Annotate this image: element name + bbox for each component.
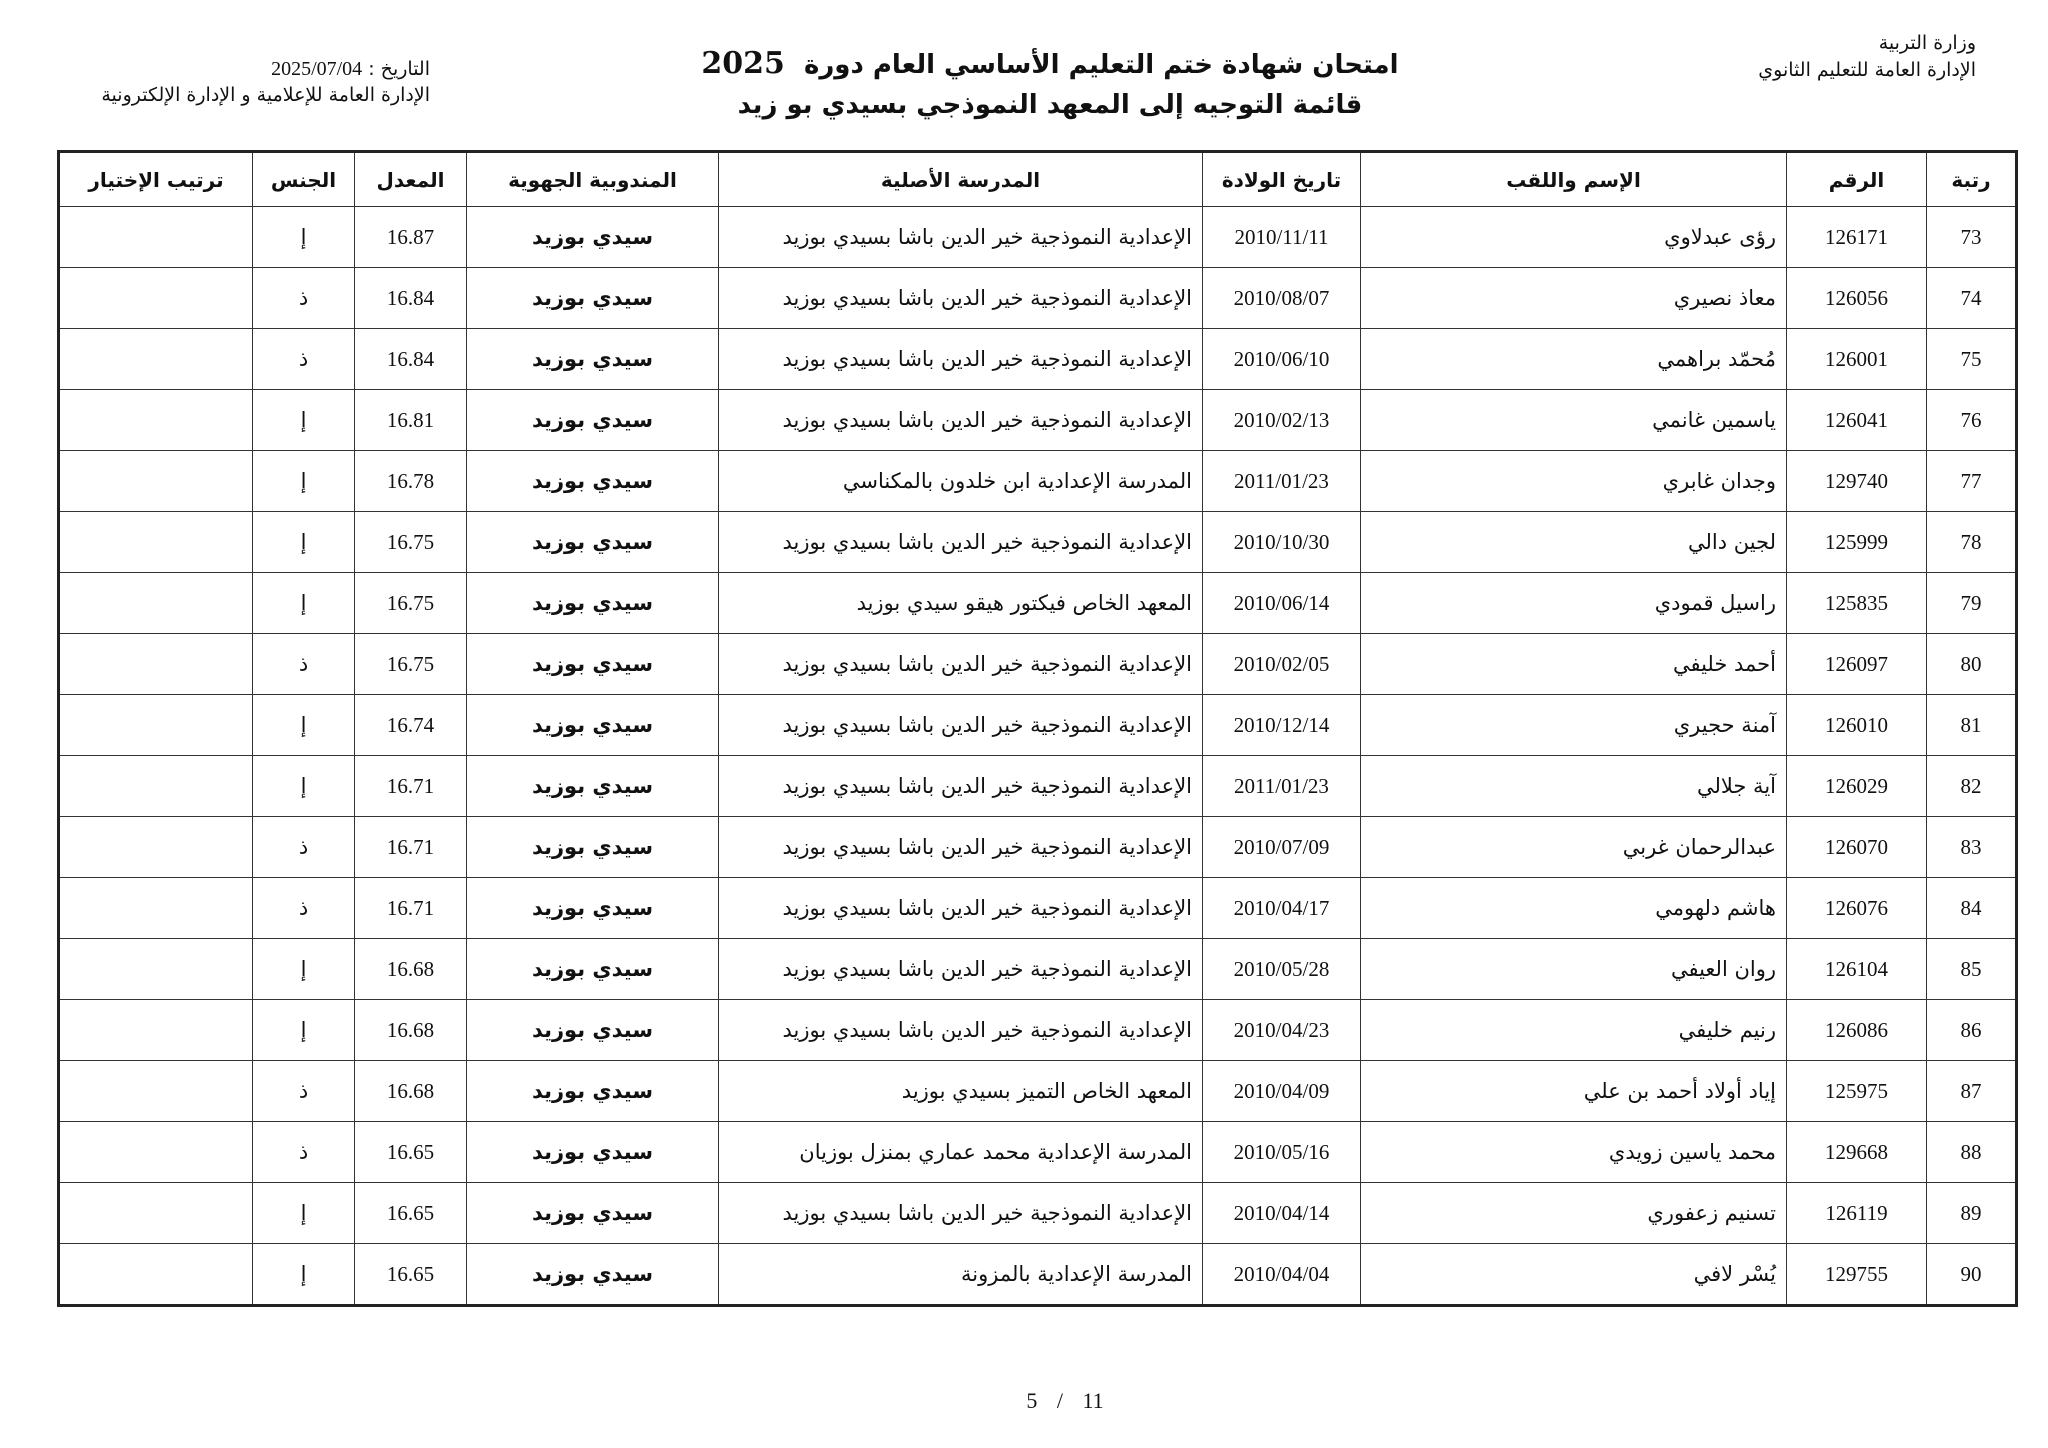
- row-number: 125975: [1787, 1061, 1927, 1122]
- ministry-header: [1758, 30, 1976, 84]
- row-name: آمنة حجيري: [1361, 695, 1787, 756]
- row-region: سيدي بوزيد: [467, 1000, 719, 1061]
- row-name: رؤى عبدلاوي: [1361, 207, 1787, 268]
- row-choice: [59, 1183, 253, 1244]
- row-average: 16.87: [355, 207, 467, 268]
- row-region: سيدي بوزيد: [467, 1122, 719, 1183]
- exam-year: 2025: [701, 46, 785, 81]
- col-header-name: الإسم واللقب: [1361, 152, 1787, 207]
- row-average: 16.71: [355, 817, 467, 878]
- row-region: سيدي بوزيد: [467, 939, 719, 1000]
- row-number: 125999: [1787, 512, 1927, 573]
- row-school: الإعدادية النموذجية خير الدين باشا بسيدي بوزيد: [719, 207, 1203, 268]
- table-row: [59, 878, 2017, 939]
- orientation-table: [57, 150, 2018, 1307]
- row-choice: [59, 1000, 253, 1061]
- row-rank: 82: [1927, 756, 2017, 817]
- row-choice: [59, 634, 253, 695]
- row-region: سيدي بوزيد: [467, 268, 719, 329]
- row-sex: ذ: [253, 634, 355, 695]
- row-school: الإعدادية النموذجية خير الدين باشا بسيدي بوزيد: [719, 329, 1203, 390]
- row-rank: 78: [1927, 512, 2017, 573]
- row-choice: [59, 207, 253, 268]
- table-row: [59, 695, 2017, 756]
- directorate-name: الإدارة العامة للتعليم الثانوي: [1758, 59, 1976, 81]
- table-row: [59, 817, 2017, 878]
- row-choice: [59, 390, 253, 451]
- table-row: [59, 329, 2017, 390]
- row-name: آية جلالي: [1361, 756, 1787, 817]
- row-name: عبدالرحمان غربي: [1361, 817, 1787, 878]
- row-sex: إ: [253, 573, 355, 634]
- table-row: [59, 207, 2017, 268]
- row-region: سيدي بوزيد: [467, 512, 719, 573]
- row-average: 16.75: [355, 573, 467, 634]
- row-average: 16.71: [355, 756, 467, 817]
- row-dob: 2010/08/07: [1203, 268, 1361, 329]
- table-row: [59, 756, 2017, 817]
- row-number: 126086: [1787, 1000, 1927, 1061]
- issuer-header: [70, 56, 430, 108]
- row-region: سيدي بوزيد: [467, 390, 719, 451]
- row-sex: ذ: [253, 1122, 355, 1183]
- row-dob: 2010/05/16: [1203, 1122, 1361, 1183]
- row-average: 16.75: [355, 512, 467, 573]
- row-average: 16.74: [355, 695, 467, 756]
- row-rank: 74: [1927, 268, 2017, 329]
- row-school: الإعدادية النموذجية خير الدين باشا بسيدي بوزيد: [719, 512, 1203, 573]
- table-row: [59, 634, 2017, 695]
- row-dob: 2010/04/17: [1203, 878, 1361, 939]
- page-current: 5: [1026, 1388, 1038, 1413]
- date-label: التاريخ :: [368, 58, 430, 80]
- row-name: أحمد خليفي: [1361, 634, 1787, 695]
- row-school: الإعدادية النموذجية خير الدين باشا بسيدي بوزيد: [719, 939, 1203, 1000]
- row-choice: [59, 878, 253, 939]
- table-row: [59, 1122, 2017, 1183]
- row-name: رنيم خليفي: [1361, 1000, 1787, 1061]
- date-value: 2025/07/04: [271, 58, 363, 80]
- row-choice: [59, 1061, 253, 1122]
- table-row: [59, 939, 2017, 1000]
- row-sex: إ: [253, 390, 355, 451]
- row-dob: 2010/04/14: [1203, 1183, 1361, 1244]
- row-rank: 85: [1927, 939, 2017, 1000]
- row-number: 126104: [1787, 939, 1927, 1000]
- row-school: الإعدادية النموذجية خير الدين باشا بسيدي بوزيد: [719, 1000, 1203, 1061]
- row-dob: 2010/11/11: [1203, 207, 1361, 268]
- row-rank: 81: [1927, 695, 2017, 756]
- row-rank: 75: [1927, 329, 2017, 390]
- row-number: 126097: [1787, 634, 1927, 695]
- row-region: سيدي بوزيد: [467, 817, 719, 878]
- row-dob: 2010/12/14: [1203, 695, 1361, 756]
- col-header-dob: تاريخ الولادة: [1203, 152, 1361, 207]
- row-region: سيدي بوزيد: [467, 1244, 719, 1306]
- row-number: 125835: [1787, 573, 1927, 634]
- row-choice: [59, 1122, 253, 1183]
- row-dob: 2011/01/23: [1203, 451, 1361, 512]
- row-dob: 2010/06/10: [1203, 329, 1361, 390]
- row-number: 126070: [1787, 817, 1927, 878]
- row-dob: 2010/05/28: [1203, 939, 1361, 1000]
- row-choice: [59, 451, 253, 512]
- row-name: مُحمّد براهمي: [1361, 329, 1787, 390]
- row-rank: 87: [1927, 1061, 2017, 1122]
- row-school: الإعدادية النموذجية خير الدين باشا بسيدي بوزيد: [719, 695, 1203, 756]
- row-dob: 2010/02/13: [1203, 390, 1361, 451]
- row-number: 129755: [1787, 1244, 1927, 1306]
- row-dob: 2010/10/30: [1203, 512, 1361, 573]
- row-school: الإعدادية النموذجية خير الدين باشا بسيدي بوزيد: [719, 1183, 1203, 1244]
- row-rank: 84: [1927, 878, 2017, 939]
- row-sex: إ: [253, 451, 355, 512]
- row-region: سيدي بوزيد: [467, 1183, 719, 1244]
- row-school: المدرسة الإعدادية ابن خلدون بالمكناسي: [719, 451, 1203, 512]
- row-name: محمد ياسين زويدي: [1361, 1122, 1787, 1183]
- ministry-name: وزارة التربية: [1878, 32, 1976, 54]
- table-row: [59, 1000, 2017, 1061]
- row-school: المدرسة الإعدادية بالمزونة: [719, 1244, 1203, 1306]
- row-sex: إ: [253, 939, 355, 1000]
- row-sex: إ: [253, 1244, 355, 1306]
- row-average: 16.65: [355, 1183, 467, 1244]
- exam-title-line: [700, 44, 1400, 85]
- list-title: قائمة التوجيه إلى المعهد النموذجي بسيدي بو زيد: [737, 90, 1363, 120]
- row-school: الإعدادية النموذجية خير الدين باشا بسيدي بوزيد: [719, 634, 1203, 695]
- row-average: 16.65: [355, 1122, 467, 1183]
- row-average: 16.75: [355, 634, 467, 695]
- col-header-choice: ترتيب الإختيار: [59, 152, 253, 207]
- row-average: 16.68: [355, 1061, 467, 1122]
- row-choice: [59, 1244, 253, 1306]
- row-choice: [59, 695, 253, 756]
- col-header-rank: رتبة: [1927, 152, 2017, 207]
- row-region: سيدي بوزيد: [467, 634, 719, 695]
- row-school: الإعدادية النموذجية خير الدين باشا بسيدي بوزيد: [719, 817, 1203, 878]
- row-average: 16.84: [355, 329, 467, 390]
- row-average: 16.81: [355, 390, 467, 451]
- row-average: 16.68: [355, 1000, 467, 1061]
- row-dob: 2010/02/05: [1203, 634, 1361, 695]
- row-average: 16.84: [355, 268, 467, 329]
- row-number: 126041: [1787, 390, 1927, 451]
- row-school: الإعدادية النموذجية خير الدين باشا بسيدي بوزيد: [719, 390, 1203, 451]
- row-number: 129668: [1787, 1122, 1927, 1183]
- row-choice: [59, 268, 253, 329]
- row-name: ياسمين غانمي: [1361, 390, 1787, 451]
- row-name: لجين دالي: [1361, 512, 1787, 573]
- row-number: 126010: [1787, 695, 1927, 756]
- col-header-sex: الجنس: [253, 152, 355, 207]
- row-region: سيدي بوزيد: [467, 1061, 719, 1122]
- row-rank: 88: [1927, 1122, 2017, 1183]
- row-sex: ذ: [253, 1061, 355, 1122]
- row-number: 126056: [1787, 268, 1927, 329]
- row-sex: ذ: [253, 817, 355, 878]
- col-header-school: المدرسة الأصلية: [719, 152, 1203, 207]
- page-number: [990, 1388, 1140, 1414]
- col-header-region: المندوبية الجهوية: [467, 152, 719, 207]
- row-number: 126001: [1787, 329, 1927, 390]
- row-name: إياد أولاد أحمد بن علي: [1361, 1061, 1787, 1122]
- row-rank: 80: [1927, 634, 2017, 695]
- table-row: [59, 1183, 2017, 1244]
- table-header-row: [59, 152, 2017, 207]
- row-name: هاشم دلهومي: [1361, 878, 1787, 939]
- row-rank: 73: [1927, 207, 2017, 268]
- row-name: روان العيفي: [1361, 939, 1787, 1000]
- table-body: [59, 207, 2017, 1306]
- row-number: 129740: [1787, 451, 1927, 512]
- row-name: معاذ نصيري: [1361, 268, 1787, 329]
- table-row: [59, 1244, 2017, 1306]
- issuer-name: الإدارة العامة للإعلامية و الإدارة الإلكترونية: [101, 84, 430, 106]
- row-choice: [59, 817, 253, 878]
- row-choice: [59, 939, 253, 1000]
- row-school: المدرسة الإعدادية محمد عماري بمنزل بوزيان: [719, 1122, 1203, 1183]
- date-line: [70, 56, 430, 82]
- row-school: المعهد الخاص فيكتور هيقو سيدي بوزيد: [719, 573, 1203, 634]
- row-choice: [59, 756, 253, 817]
- row-region: سيدي بوزيد: [467, 756, 719, 817]
- col-header-average: المعدل: [355, 152, 467, 207]
- row-rank: 79: [1927, 573, 2017, 634]
- table-row: [59, 451, 2017, 512]
- row-number: 126029: [1787, 756, 1927, 817]
- row-sex: إ: [253, 207, 355, 268]
- row-average: 16.71: [355, 878, 467, 939]
- row-school: الإعدادية النموذجية خير الدين باشا بسيدي بوزيد: [719, 268, 1203, 329]
- row-sex: إ: [253, 695, 355, 756]
- page-total: 11: [1082, 1388, 1104, 1413]
- row-region: سيدي بوزيد: [467, 329, 719, 390]
- row-region: سيدي بوزيد: [467, 573, 719, 634]
- table-row: [59, 268, 2017, 329]
- row-name: وجدان غابري: [1361, 451, 1787, 512]
- row-region: سيدي بوزيد: [467, 878, 719, 939]
- row-sex: إ: [253, 756, 355, 817]
- row-average: 16.78: [355, 451, 467, 512]
- row-rank: 77: [1927, 451, 2017, 512]
- table-row: [59, 1061, 2017, 1122]
- row-rank: 83: [1927, 817, 2017, 878]
- row-name: تسنيم زعفوري: [1361, 1183, 1787, 1244]
- table-row: [59, 512, 2017, 573]
- document-title: [700, 44, 1400, 125]
- row-region: سيدي بوزيد: [467, 695, 719, 756]
- page-separator: /: [1056, 1388, 1063, 1413]
- row-name: راسيل قمودي: [1361, 573, 1787, 634]
- row-choice: [59, 573, 253, 634]
- row-sex: ذ: [253, 268, 355, 329]
- row-number: 126119: [1787, 1183, 1927, 1244]
- row-sex: إ: [253, 1183, 355, 1244]
- row-rank: 90: [1927, 1244, 2017, 1306]
- row-dob: 2010/04/09: [1203, 1061, 1361, 1122]
- row-rank: 86: [1927, 1000, 2017, 1061]
- row-sex: إ: [253, 1000, 355, 1061]
- row-rank: 89: [1927, 1183, 2017, 1244]
- row-sex: ذ: [253, 878, 355, 939]
- row-rank: 76: [1927, 390, 2017, 451]
- row-dob: 2010/04/23: [1203, 1000, 1361, 1061]
- row-choice: [59, 512, 253, 573]
- table-row: [59, 390, 2017, 451]
- row-sex: ذ: [253, 329, 355, 390]
- row-dob: 2010/06/14: [1203, 573, 1361, 634]
- row-name: يُسْر لافي: [1361, 1244, 1787, 1306]
- row-number: 126171: [1787, 207, 1927, 268]
- row-average: 16.65: [355, 1244, 467, 1306]
- row-sex: إ: [253, 512, 355, 573]
- row-school: المعهد الخاص التميز بسيدي بوزيد: [719, 1061, 1203, 1122]
- row-region: سيدي بوزيد: [467, 451, 719, 512]
- row-school: الإعدادية النموذجية خير الدين باشا بسيدي بوزيد: [719, 878, 1203, 939]
- row-choice: [59, 329, 253, 390]
- row-dob: 2011/01/23: [1203, 756, 1361, 817]
- row-region: سيدي بوزيد: [467, 207, 719, 268]
- table-row: [59, 573, 2017, 634]
- row-average: 16.68: [355, 939, 467, 1000]
- row-dob: 2010/07/09: [1203, 817, 1361, 878]
- row-dob: 2010/04/04: [1203, 1244, 1361, 1306]
- row-school: الإعدادية النموذجية خير الدين باشا بسيدي بوزيد: [719, 756, 1203, 817]
- col-header-number: الرقم: [1787, 152, 1927, 207]
- exam-title: امتحان شهادة ختم التعليم الأساسي العام دورة: [803, 50, 1399, 80]
- row-number: 126076: [1787, 878, 1927, 939]
